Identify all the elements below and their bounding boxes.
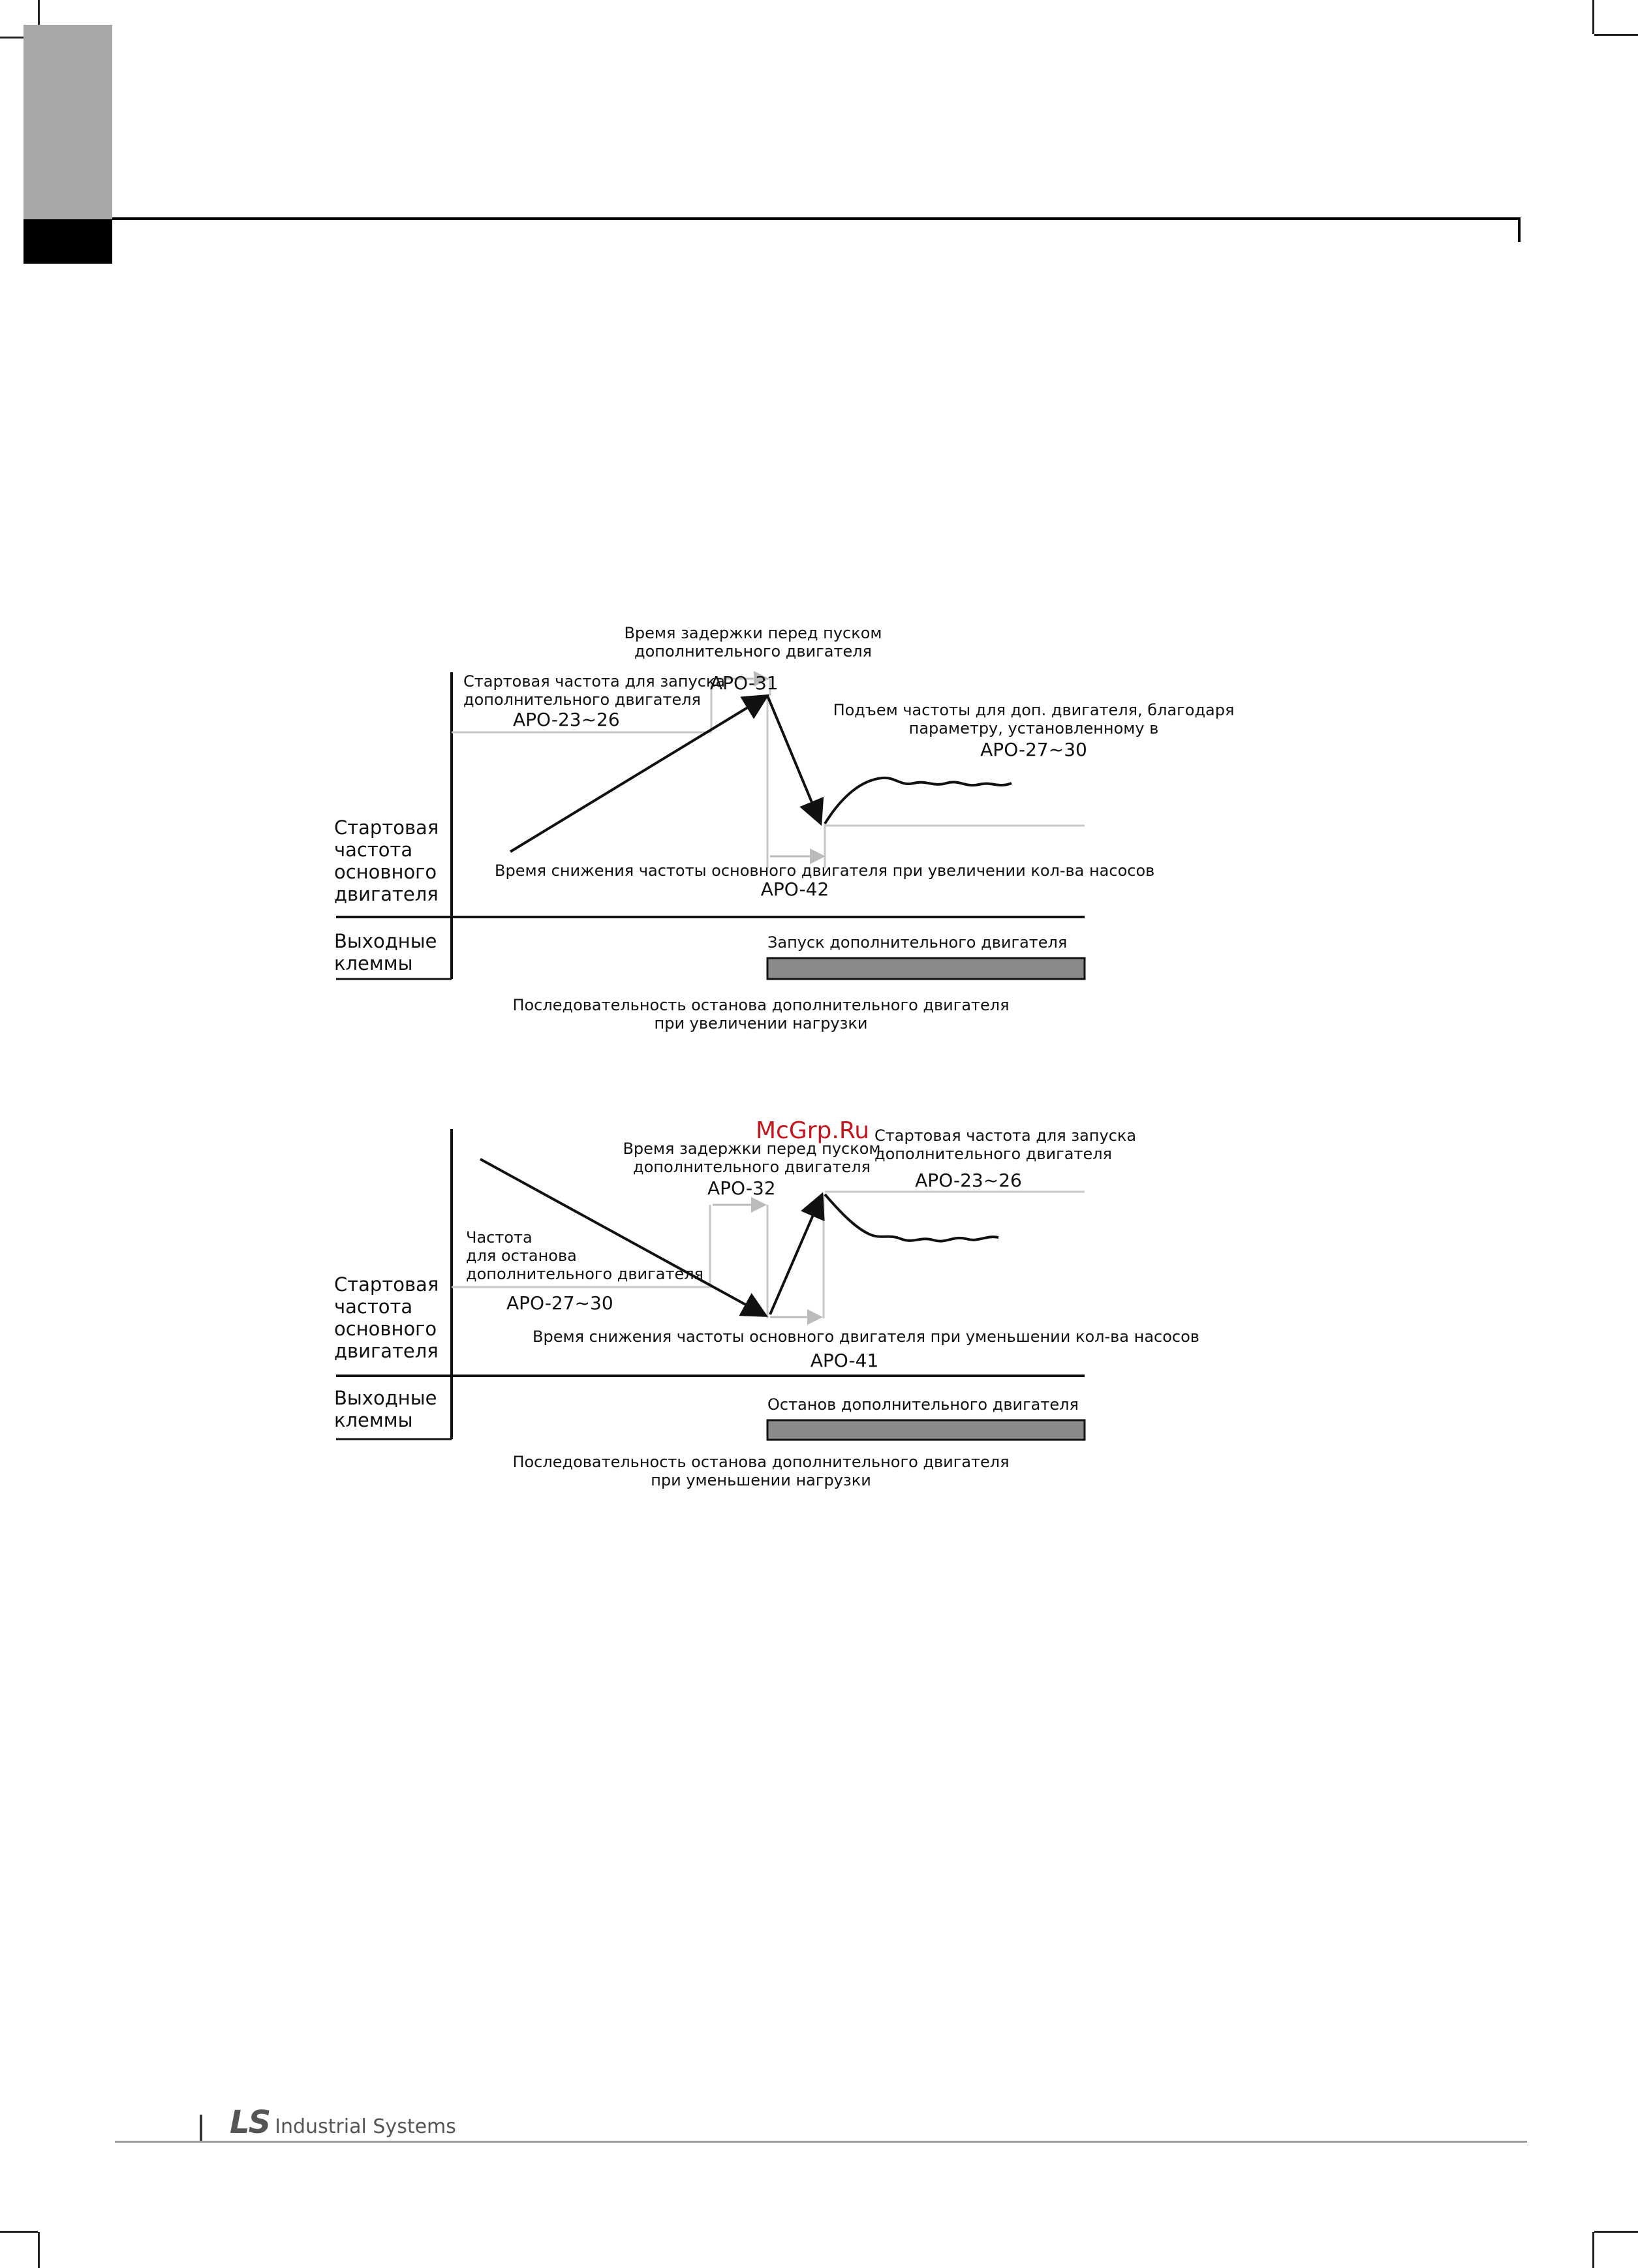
d1-delay-param: APO-31 bbox=[710, 672, 779, 694]
d1-start-freq-2: дополнительного двигателя bbox=[463, 691, 701, 709]
d2-delay-title-2: дополнительного двигателя bbox=[633, 1158, 871, 1176]
d2-stop-freq-2: для останова bbox=[466, 1247, 577, 1265]
d2-stop-freq-1: Частота bbox=[466, 1228, 533, 1247]
d2-main-freq-1: Стартовая bbox=[334, 1273, 439, 1296]
d2-outputs-1: Выходные bbox=[334, 1387, 437, 1409]
logo-mark: LS bbox=[230, 2104, 270, 2141]
footer-rule bbox=[115, 2141, 1527, 2143]
d1-decel-ramp-arrow bbox=[767, 696, 820, 821]
d1-rise-1: Подъем частоты для доп. двигателя, благодаря bbox=[833, 701, 1235, 719]
d1-delay-title-1: Время задержки перед пуском bbox=[624, 624, 882, 642]
d1-decel-text: Время снижения частоты основного двигателя при увеличении кол-ва насосов bbox=[495, 862, 1155, 880]
d1-decel-param: APO-42 bbox=[760, 878, 829, 900]
d1-caption-2: при увеличении нагрузки bbox=[654, 1014, 868, 1033]
d2-decel-text: Время снижения частоты основного двигателя при уменьшении кол-ва насосов bbox=[533, 1328, 1199, 1346]
d2-stop-freq-param: APO-27~30 bbox=[506, 1292, 613, 1314]
d1-start-freq-1: Стартовая частота для запуска bbox=[463, 672, 726, 691]
d1-aux-start: Запуск дополнительного двигателя bbox=[767, 933, 1068, 952]
watermark: McGrp.Ru bbox=[756, 1117, 870, 1144]
d2-main-freq-3: основного bbox=[334, 1318, 437, 1340]
d1-freq-rise-curve bbox=[825, 778, 1012, 824]
d2-accel-ramp-arrow bbox=[770, 1197, 821, 1314]
d1-rise-param: APO-27~30 bbox=[980, 739, 1087, 760]
company-logo bbox=[230, 2104, 456, 2141]
d2-freq-settle-curve bbox=[825, 1194, 998, 1241]
d1-main-freq-1: Стартовая bbox=[334, 816, 439, 839]
d1-aux-start-bar bbox=[767, 958, 1085, 979]
d2-outputs-2: клеммы bbox=[334, 1409, 413, 1431]
d2-main-freq-4: двигателя bbox=[334, 1340, 439, 1362]
d1-delay-title-2: дополнительного двигателя bbox=[634, 642, 872, 660]
d2-caption-1: Последовательность останова дополнительного двигателя bbox=[512, 1453, 1010, 1471]
footer-divider-bar bbox=[200, 2115, 202, 2141]
d1-main-freq-4: двигателя bbox=[334, 883, 439, 905]
d1-main-freq-3: основного bbox=[334, 861, 437, 883]
d2-aux-stop-bar bbox=[767, 1420, 1085, 1440]
d1-start-freq-param: APO-23~26 bbox=[513, 709, 620, 730]
d2-stop-freq-3: дополнительного двигателя bbox=[466, 1265, 703, 1283]
d2-main-freq-2: частота bbox=[334, 1296, 413, 1318]
d2-caption-2: при уменьшении нагрузки bbox=[651, 1471, 871, 1489]
diagram-decrease-load bbox=[334, 1126, 1199, 1489]
d2-aux-stop: Останов дополнительного двигателя bbox=[767, 1395, 1079, 1414]
d1-caption-1: Последовательность останова дополнительного двигателя bbox=[512, 996, 1010, 1014]
d2-decel-param: APO-41 bbox=[810, 1350, 879, 1371]
company-name: Industrial Systems bbox=[275, 2115, 456, 2138]
d2-delay-param: APO-32 bbox=[707, 1177, 776, 1199]
d2-start-freq-1: Стартовая частота для запуска bbox=[874, 1126, 1137, 1145]
d2-delay-title-1: Время задержки перед пуском bbox=[623, 1140, 881, 1158]
d1-outputs-1: Выходные bbox=[334, 930, 437, 952]
d2-start-freq-param: APO-23~26 bbox=[915, 1170, 1022, 1191]
d1-main-freq-2: частота bbox=[334, 839, 413, 861]
d1-outputs-2: клеммы bbox=[334, 952, 413, 974]
d1-rise-2: параметру, установленному в bbox=[908, 719, 1159, 738]
diagram-increase-load bbox=[334, 624, 1234, 1033]
d2-start-freq-2: дополнительного двигателя bbox=[874, 1145, 1112, 1163]
